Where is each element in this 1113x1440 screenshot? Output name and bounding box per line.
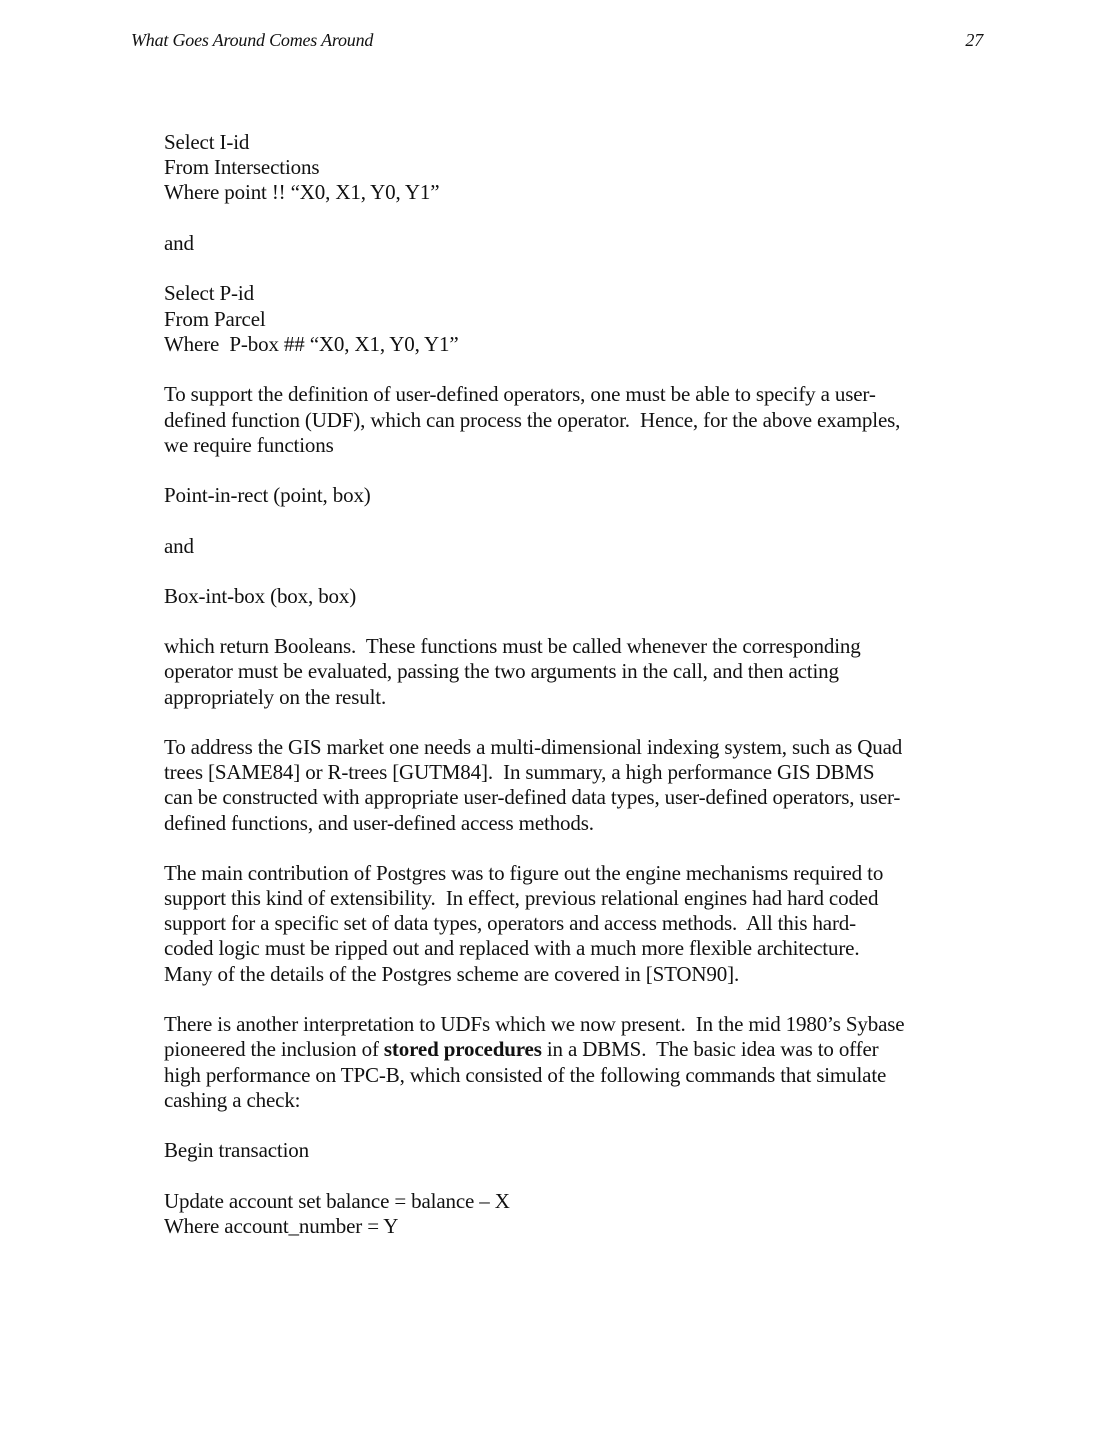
code-line: From Parcel [164,307,266,331]
paragraph-line: high performance on TPC-B, which consisted of the following commands that simulate [164,1063,887,1087]
running-title: What Goes Around Comes Around [131,30,374,50]
paragraph-line: coded logic must be ripped out and replaced with a much more flexible architecture. [164,936,860,960]
paragraph-line: defined function (UDF), which can process the operator. Hence, for the above examples, [164,408,901,432]
paragraph-line: operator must be evaluated, passing the two arguments in the call, and then acting [164,659,839,683]
code-line: From Intersections [164,155,320,179]
function-signature-box-int-box: Box-int-box (box, box) [164,584,357,608]
text-run: pioneered the inclusion of [164,1037,384,1061]
code-line-begin-transaction: Begin transaction [164,1138,309,1162]
paragraph-line: To address the GIS market one needs a multi-dimensional indexing system, such as Quad [164,735,903,759]
paragraph-line: The main contribution of Postgres was to figure out the engine mechanisms required to [164,861,884,885]
code-line: Select P-id [164,281,254,305]
paragraph-line: To support the definition of user-defined operators, one must be able to specify a user- [164,382,876,406]
function-signature-point-in-rect: Point-in-rect (point, box) [164,483,371,507]
paragraph-line: defined functions, and user-defined access methods. [164,811,594,835]
paragraph-line: we require functions [164,433,334,457]
paragraph-line: trees [SAME84] or R-trees [GUTM84]. In summary, a high performance GIS DBMS [164,760,875,784]
connector-and: and [164,231,194,255]
paragraph-line: support for a specific set of data types, operators and access methods. All this hard- [164,911,856,935]
paragraph-line: appropriately on the result. [164,685,387,709]
running-header [131,30,983,54]
code-line: Where P-box ## “X0, X1, Y0, Y1” [164,332,459,356]
paragraph-line: can be constructed with appropriate user-defined data types, user-defined operators, user- [164,785,901,809]
paragraph-line: Many of the details of the Postgres scheme are covered in [STON90]. [164,962,740,986]
paragraph-line: There is another interpretation to UDFs which we now present. In the mid 1980’s Sybase [164,1012,905,1036]
text-run: in a DBMS. The basic idea was to offer [541,1037,879,1061]
code-line: Where account_number = Y [164,1214,399,1238]
connector-and: and [164,534,194,558]
paragraph-line [164,1037,879,1062]
code-line: Update account set balance = balance – X [164,1189,510,1213]
paragraph-line: support this kind of extensibility. In effect, previous relational engines had hard coded [164,886,879,910]
code-line: Where point !! “X0, X1, Y0, Y1” [164,180,440,204]
page-number: 27 [965,30,983,50]
paragraph-line: which return Booleans. These functions must be called whenever the corresponding [164,634,861,658]
bold-term-stored-procedures: stored procedures [383,1037,542,1061]
code-line: Select I-id [164,130,250,154]
paragraph-line: cashing a check: [164,1088,301,1112]
